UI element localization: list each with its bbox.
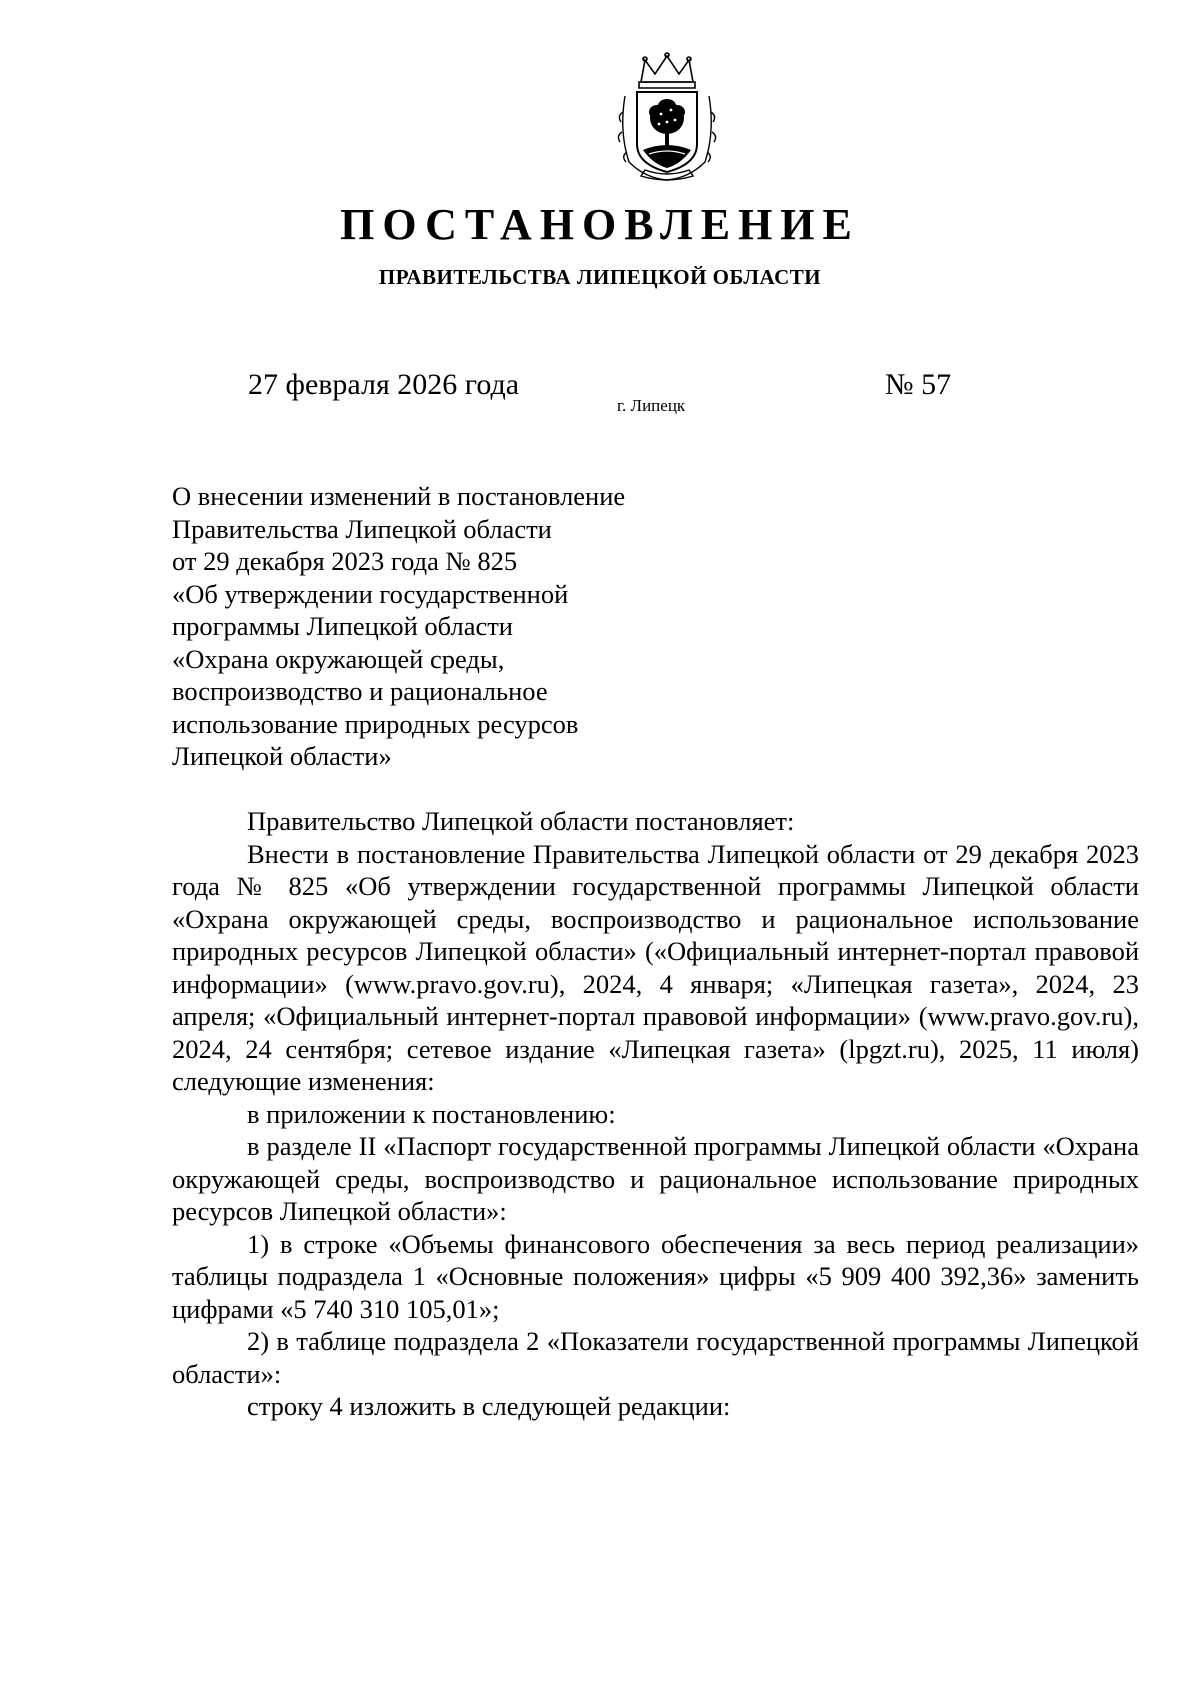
- body-paragraph-row: строку 4 изложить в следующей редакции:: [247, 1391, 731, 1421]
- subject-line: «Охрана окружающей среды,: [172, 643, 505, 674]
- subject-line: от 29 декабря 2023 года № 825: [172, 546, 518, 576]
- subject-line: Правительства Липецкой области: [172, 513, 552, 544]
- document-city: г. Липецк: [617, 396, 686, 415]
- document-subtitle: ПРАВИТЕЛЬСТВА ЛИПЕЦКОЙ ОБЛАСТИ: [378, 265, 822, 289]
- subject-line: использование природных ресурсов: [172, 708, 579, 739]
- body-paragraph-item-2: 2) в таблице подраздела 2 «Показатели государственной программы Липецкой области»:: [172, 1326, 1139, 1389]
- subject-line: воспроизводство и рациональное: [172, 676, 548, 706]
- body-paragraph-item-1: 1) в строке «Объемы финансового обеспечения за весь период реализации» таблицы подраздела 1 «Основные положения» цифры «5 909 400 392,36» заменить цифрами «5 740 310 105,01»;: [172, 1228, 1139, 1324]
- document-subject: [172, 480, 732, 773]
- document-body: [172, 805, 1139, 1423]
- subject-line: О внесении изменений в постановление: [172, 481, 626, 511]
- document-date: 27 февраля 2026 года: [248, 368, 520, 401]
- body-paragraph-annex: в приложении к постановлению:: [247, 1098, 616, 1129]
- body-paragraph-section: в разделе II «Паспорт государственной программы Липецкой области «Охрана окружающей среды, воспроизводство и рациональное использование природных ресурсов Липецкой области»:: [172, 1131, 1139, 1226]
- subject-line: программы Липецкой области: [172, 611, 513, 641]
- body-paragraph-preamble: Правительство Липецкой области постановляет:: [247, 806, 795, 836]
- subject-line: «Об утверждении государственной: [172, 578, 569, 609]
- document-title: ПОСТАНОВЛЕНИЕ: [340, 200, 860, 249]
- subject-line: Липецкой области»: [172, 741, 392, 771]
- body-paragraph-amendment: Внести в постановление Правительства Липецкой области от 29 декабря 2023 года № 825 «Об утверждении государственной программы Липецкой области «Охрана окружающей среды, воспроизводство и рациональное использование природных ресурсов Липецкой области» («Официальный интернет-портал правовой информации» (www.pravo.gov.ru), 2024, 4 января; «Липецкая газета», 2024, 23 апреля; «Официальный интернет-портал правовой информации» (www.pravo.gov.ru), 2024, 24 сентября; сетевое издание «Липецкая газета» (lpgzt.ru), 2025, 11 июля) следующие изменения:: [172, 838, 1139, 1096]
- coat-of-arms-emblem-icon: [615, 52, 719, 182]
- document-number: № 57: [885, 368, 952, 401]
